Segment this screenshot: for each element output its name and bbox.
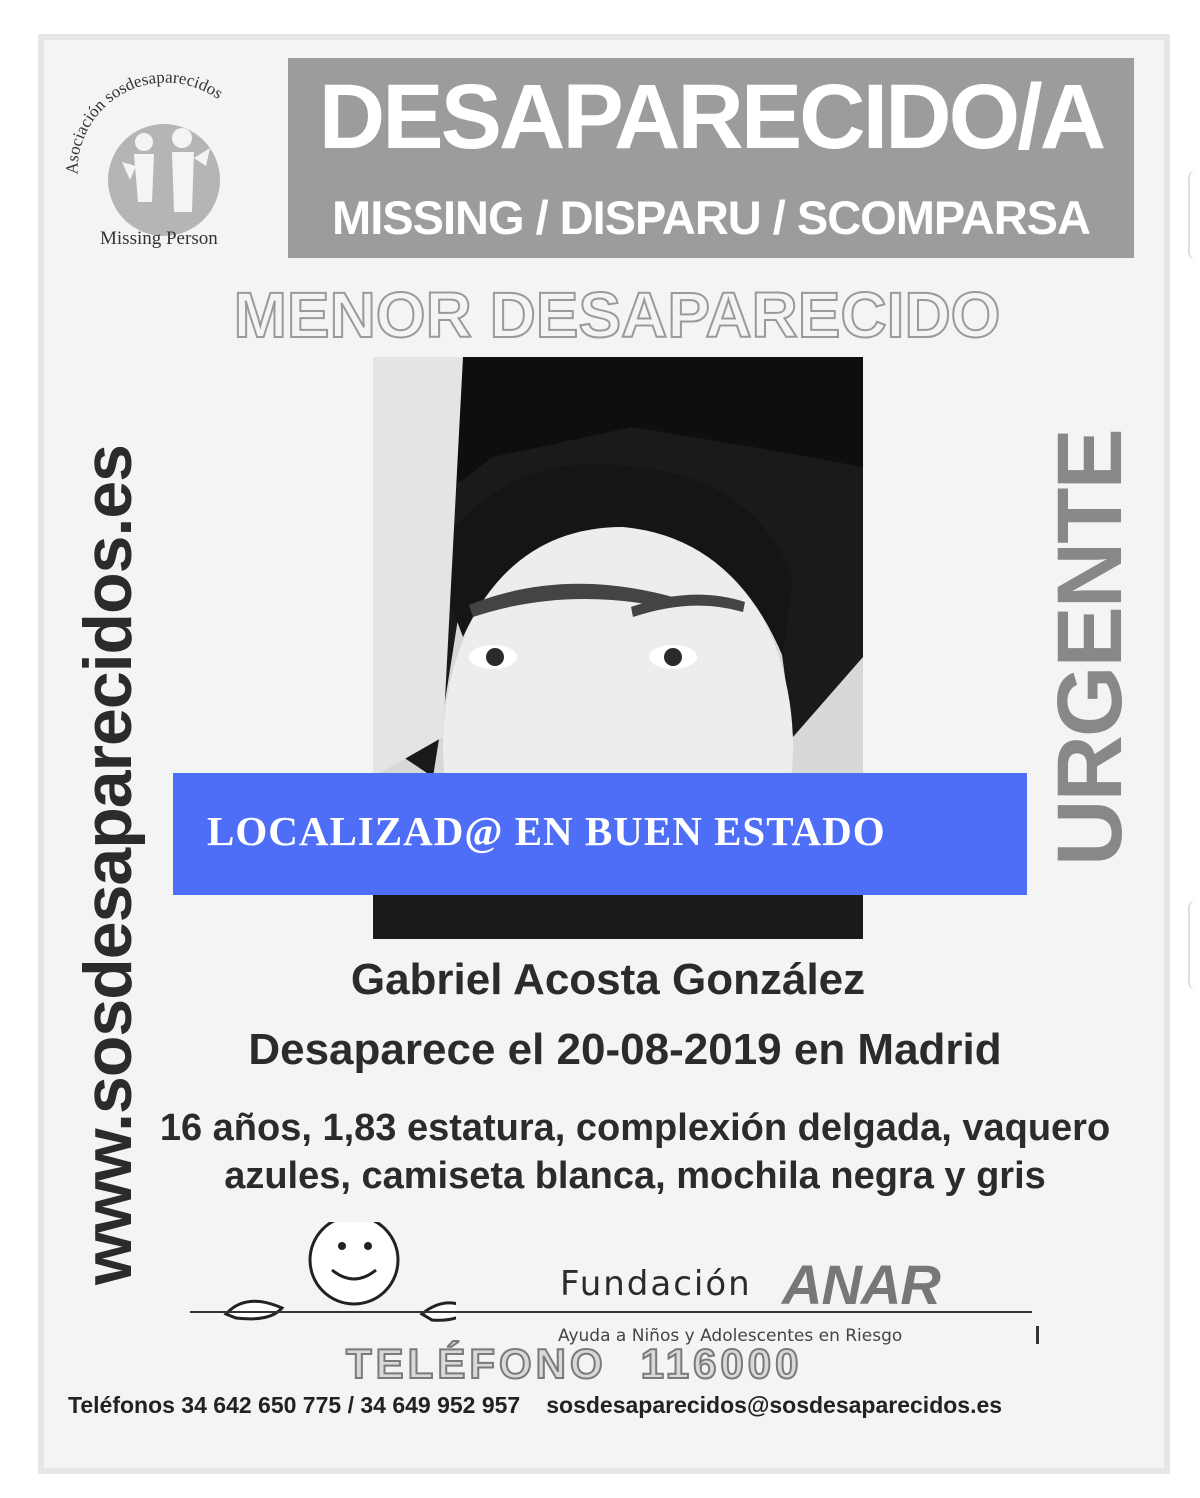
person-description — [140, 1104, 1130, 1200]
anar-logo-text: ANAR — [782, 1253, 940, 1316]
footer-phones: Teléfonos 34 642 650 775 / 34 649 952 957 — [68, 1392, 521, 1418]
page-subtitle: MISSING / DISPARU / SCOMPARSA — [332, 191, 1090, 244]
anar-tagline: Ayuda a Niños y Adolescentes en Riesgo — [558, 1326, 903, 1346]
page-edge-tab — [1188, 170, 1200, 260]
header-banner — [288, 58, 1134, 258]
divider-tick — [1036, 1326, 1039, 1344]
person-name: Gabriel Acosta González — [350, 955, 866, 1004]
located-status-text: LOCALIZAD@ EN BUEN ESTADO — [207, 808, 886, 854]
helpline-label: TELÉFONO — [346, 1340, 607, 1387]
located-banner — [173, 773, 1027, 895]
helpline-phone — [346, 1340, 803, 1388]
footer-email: sosdesaparecidos@sosdesaparecidos.es — [546, 1392, 1003, 1418]
urgent-label: URGENTE — [1039, 430, 1141, 866]
minor-missing-heading: MENOR DESAPARECIDO — [233, 279, 1001, 351]
vertical-website-url: www.sosdesaparecidos.es — [70, 445, 146, 1285]
page-title: DESAPARECIDO/A — [318, 66, 1104, 168]
logo-caption: Missing Person — [100, 228, 218, 249]
footer-contact — [68, 1392, 1002, 1419]
disappearance-date: Desaparece el 20-08-2019 en Madrid — [248, 1025, 1002, 1074]
foundation-label: Fundación — [560, 1264, 752, 1304]
logo-arc-text: Asociación sosdesaparecidos — [62, 67, 227, 175]
description-line: 16 años, 1,83 estatura, complexión delgada, vaquero — [159, 1107, 1111, 1149]
helpline-number: 116000 — [640, 1340, 803, 1387]
description-line: azules, camiseta blanca, mochila negra y gris — [224, 1155, 1046, 1197]
